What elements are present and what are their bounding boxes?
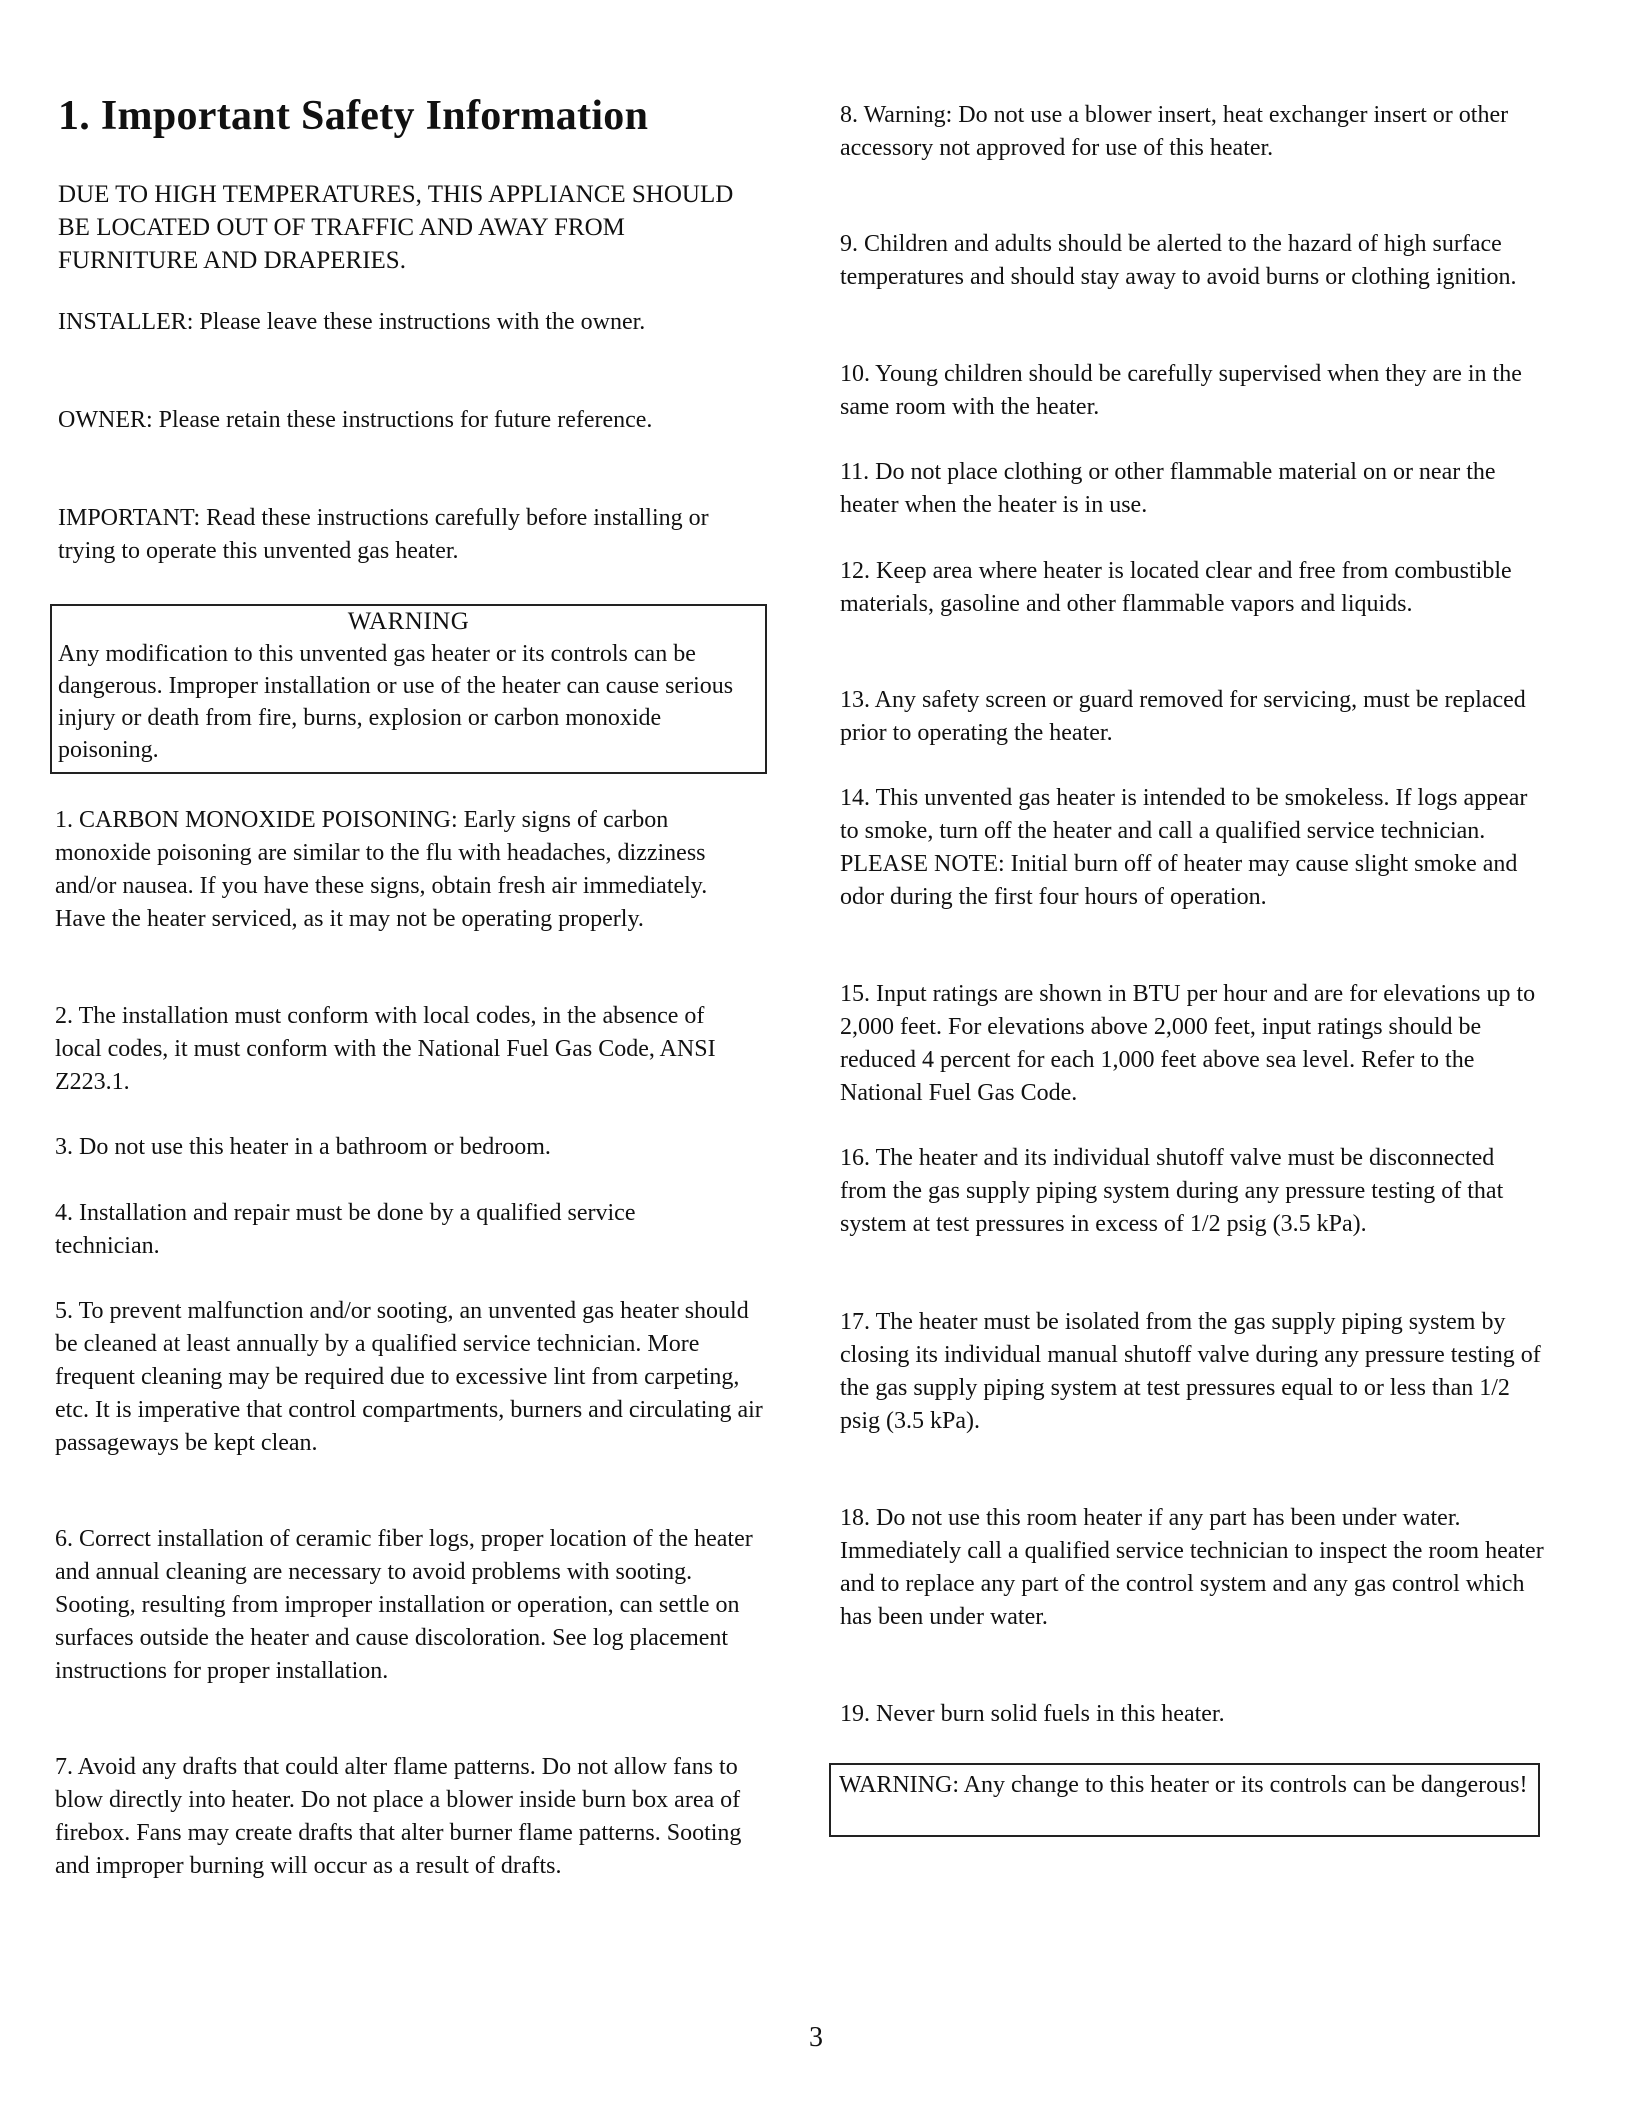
temperature-notice: DUE TO HIGH TEMPERATURES, THIS APPLIANCE SHOULD BE LOCATED OUT OF TRAFFIC AND AWAY FROM FURNITURE AND DRAPERIES. xyxy=(58,181,734,274)
list-item: 3. Do not use this heater in a bathroom or bedroom. xyxy=(55,1134,551,1160)
list-item: 12. Keep area where heater is located clear and free from combustible materials, gasoline and other flammable vapors and liquids. xyxy=(840,558,1512,617)
list-item: 1. CARBON MONOXIDE POISONING: Early signs of carbon monoxide poisoning are similar to the flu with headaches, dizziness and/or nausea. If you have these signs, obtain fresh air immediately. Have the heater serviced, as it may not be operating properly. xyxy=(55,807,708,932)
list-item: 2. The installation must conform with local codes, in the absence of local codes, it must conform with the National Fuel Gas Code, ANSI Z223.1. xyxy=(55,1003,716,1095)
installer-note: INSTALLER: Please leave these instructions with the owner. xyxy=(58,309,646,335)
list-item: 9. Children and adults should be alerted to the hazard of high surface temperatures and should stay away to avoid burns or clothing ignition. xyxy=(840,231,1517,290)
warning-text: Any modification to this unvented gas heater or its controls can be dangerous. Improper installation or use of the heater can cause serious injury or death from fire, burns, explosion or carbon monoxide poisoning. xyxy=(58,641,734,763)
warning-title: WARNING xyxy=(347,608,470,635)
list-item: 7. Avoid any drafts that could alter flame patterns. Do not allow fans to blow directly into heater. Do not place a blower inside burn box area of firebox. Fans may create drafts that alter burner flame patterns. Sooting and improper burning will occur as a result of drafts. xyxy=(55,1754,742,1879)
list-item: 17. The heater must be isolated from the gas supply piping system by closing its individual manual shutoff valve during any pressure testing of the gas supply piping system at test pressures equal to or less than 1/2 psig (3.5 kPa). xyxy=(840,1309,1541,1434)
list-item: 6. Correct installation of ceramic fiber logs, proper location of the heater and annual cleaning are necessary to avoid problems with sooting. Sooting, resulting from improper installation or operation, can settle on surfaces outside the heater and cause discoloration. See log placement instructions for proper installation. xyxy=(55,1526,753,1684)
list-item: 5. To prevent malfunction and/or sooting, an unvented gas heater should be cleaned at least annually by a qualified service technician. More frequent cleaning may be required due to excessive lint from carpeting, etc. It is imperative that control compartments, burners and circulating air passageways be kept clean. xyxy=(55,1298,763,1456)
page-heading: 1. Important Safety Information xyxy=(58,93,649,139)
list-item: 13. Any safety screen or guard removed for servicing, must be replaced prior to operating the heater. xyxy=(840,687,1526,746)
owner-note: OWNER: Please retain these instructions for future reference. xyxy=(58,407,653,433)
list-item: 4. Installation and repair must be done by a qualified service technician. xyxy=(55,1200,636,1259)
list-item: 16. The heater and its individual shutoff valve must be disconnected from the gas supply piping system during any pressure testing of that system at test pressures in excess of 1/2 psig (3.5 kPa). xyxy=(840,1145,1504,1237)
list-item: 15. Input ratings are shown in BTU per hour and are for elevations up to 2,000 feet. For elevations above 2,000 feet, input ratings should be reduced 4 percent for each 1,000 feet above sea level. Refer to the National Fuel Gas Code. xyxy=(840,981,1536,1106)
list-item: 10. Young children should be carefully supervised when they are in the same room with the heater. xyxy=(840,361,1522,420)
list-item: 14. This unvented gas heater is intended to be smokeless. If logs appear to smoke, turn off the heater and call a qualified service technician. PLEASE NOTE: Initial burn off of heater may cause slight smoke and odor during the first four hours of operation. xyxy=(840,785,1528,910)
page-number: 3 xyxy=(809,2022,823,2053)
list-item: 19. Never burn solid fuels in this heater. xyxy=(840,1701,1225,1727)
important-note: IMPORTANT: Read these instructions carefully before installing or trying to operate this unvented gas heater. xyxy=(58,505,709,564)
bottom-warning-text: WARNING: Any change to this heater or its controls can be dangerous! xyxy=(839,1772,1528,1798)
bottom-warning-box xyxy=(829,1763,1540,1837)
list-item: 18. Do not use this room heater if any part has been under water. Immediately call a qualified service technician to inspect the room heater and to replace any part of the control system and any gas control which has been under water. xyxy=(840,1505,1544,1630)
warning-box xyxy=(50,604,767,774)
list-item: 11. Do not place clothing or other flammable material on or near the heater when the heater is in use. xyxy=(840,459,1496,518)
list-item: 8. Warning: Do not use a blower insert, heat exchanger insert or other accessory not approved for use of this heater. xyxy=(840,102,1509,161)
